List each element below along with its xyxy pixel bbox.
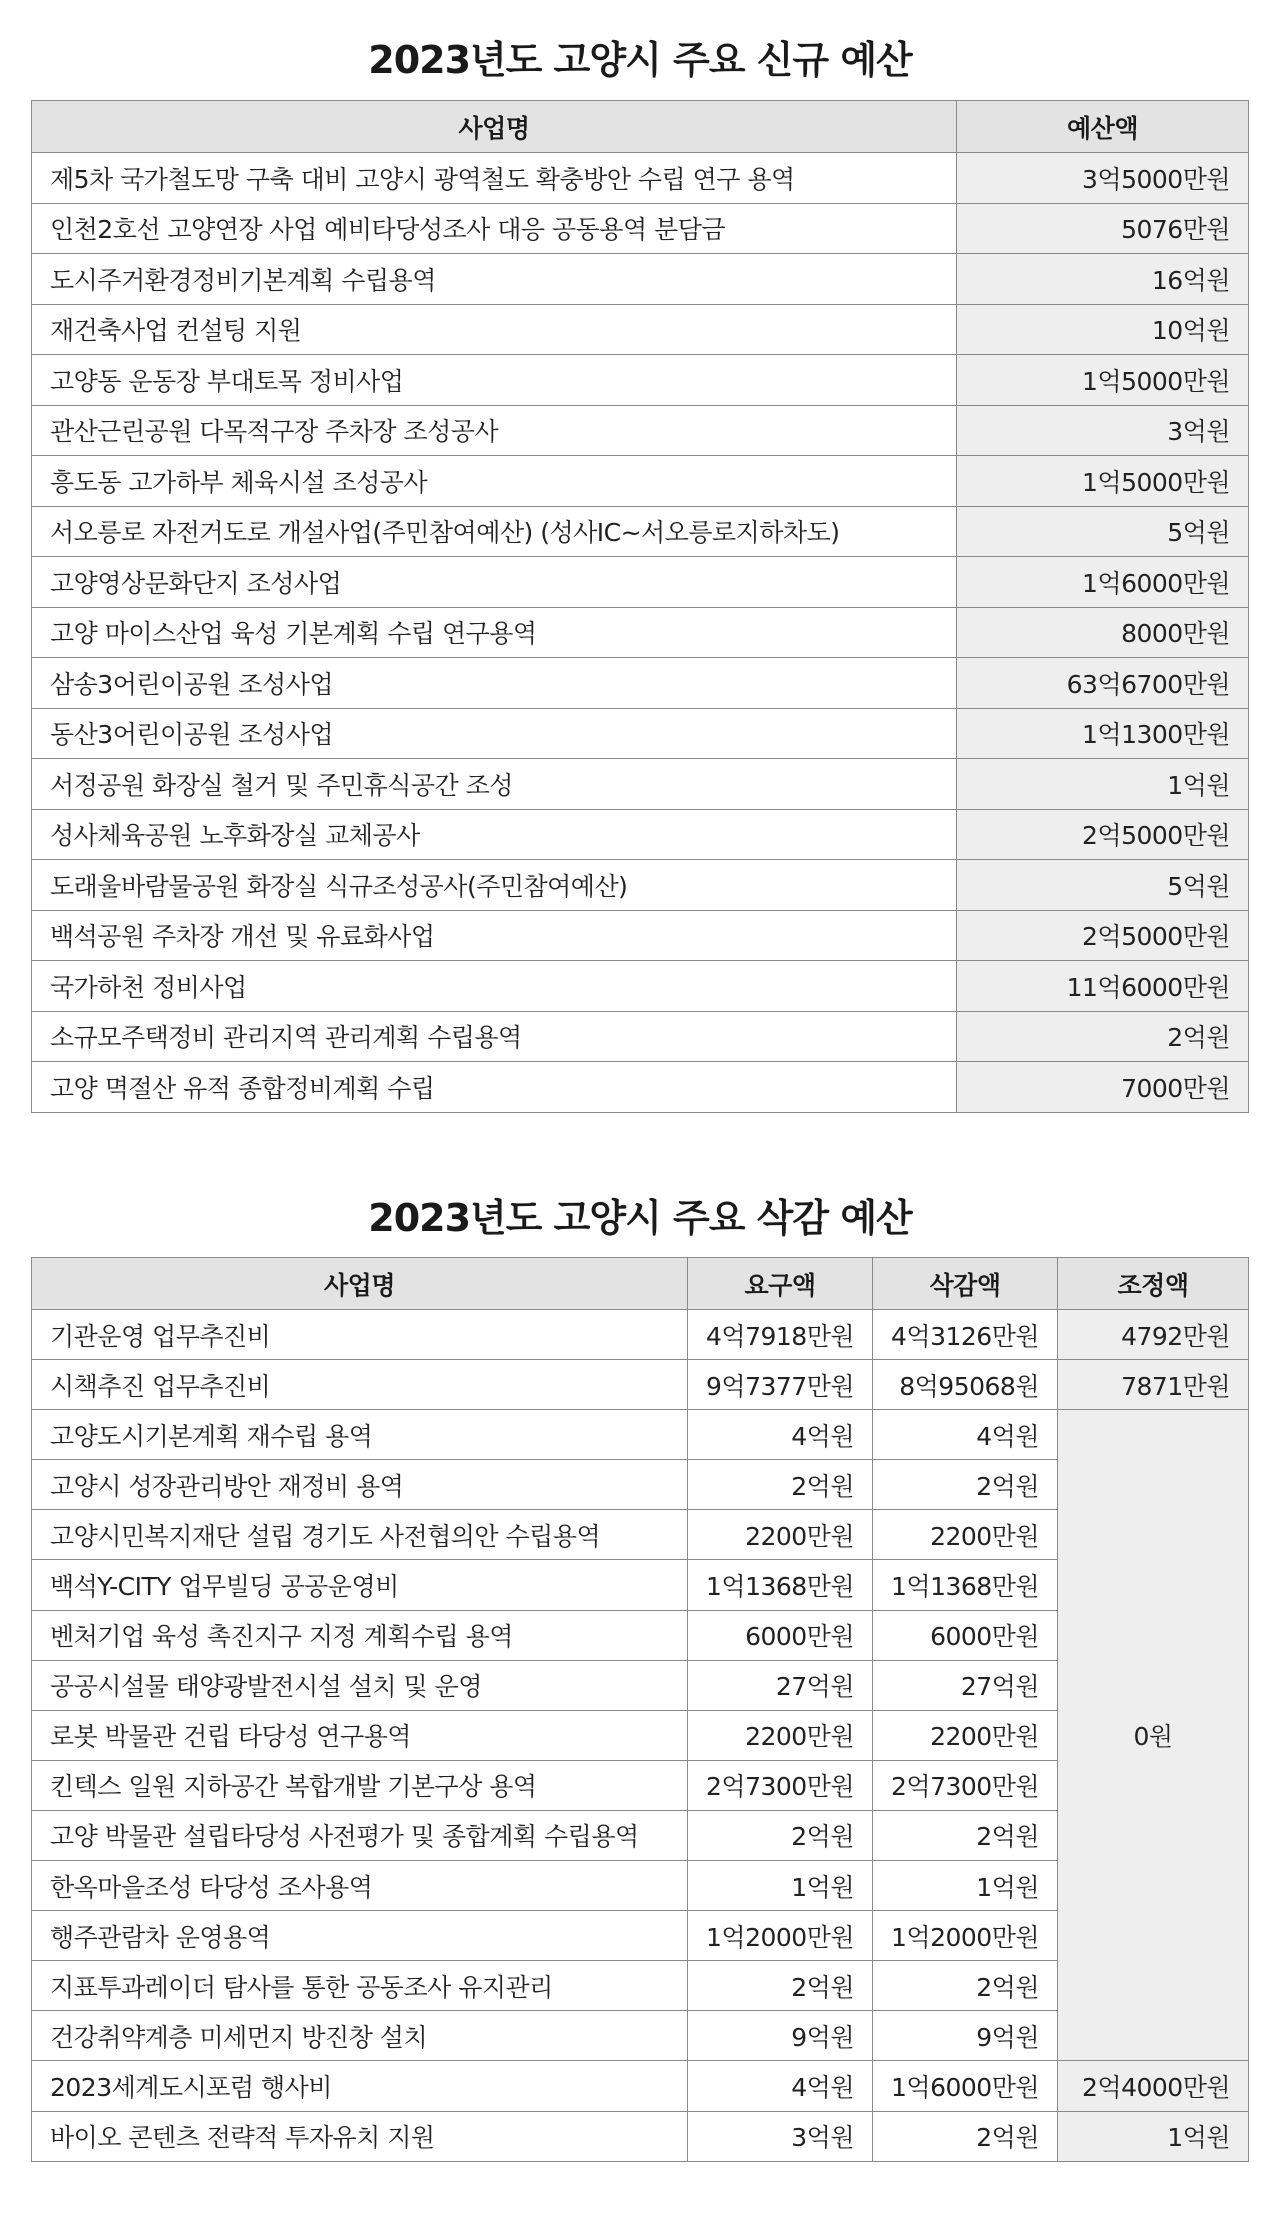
new-budget-table	[31, 100, 1249, 1113]
cut-amount-cell: 1억원	[873, 1861, 1058, 1911]
budget-amount-cell: 3억원	[957, 405, 1249, 456]
requested-amount-cell: 9억원	[688, 2011, 873, 2061]
table-row	[32, 1410, 1249, 1460]
cut-amount-cell: 8억95068원	[873, 1360, 1058, 1410]
table-header-row	[32, 101, 1249, 153]
project-name-cell: 로봇 박물관 건립 타당성 연구용역	[32, 1710, 688, 1760]
requested-amount-cell: 2억7300만원	[688, 1760, 873, 1810]
project-name-cell: 재건축사업 컨설팅 지원	[32, 304, 957, 355]
budget-amount-cell: 1억1300만원	[957, 708, 1249, 759]
table-row	[32, 961, 1249, 1012]
adjusted-amount-cell: 2억4000만원	[1058, 2061, 1249, 2111]
requested-amount-cell: 6000만원	[688, 1610, 873, 1660]
cut-amount-cell: 2억7300만원	[873, 1760, 1058, 1810]
project-name-cell: 시책추진 업무추진비	[32, 1360, 688, 1410]
cut-budget-title: 2023년도 고양시 주요 삭감 예산	[368, 1196, 912, 1240]
project-name-cell: 삼송3어린이공원 조성사업	[32, 658, 957, 709]
budget-amount-cell: 2억5000만원	[957, 809, 1249, 860]
project-name-cell: 관산근린공원 다목적구장 주차장 조성공사	[32, 405, 957, 456]
table-row	[32, 1011, 1249, 1062]
budget-amount-cell: 1억6000만원	[957, 557, 1249, 608]
column-header-requested: 요구액	[688, 1258, 873, 1310]
table-row	[32, 557, 1249, 608]
table-row	[32, 2111, 1249, 2161]
table-row	[32, 658, 1249, 709]
table-row	[32, 2061, 1249, 2111]
requested-amount-cell: 3억원	[688, 2111, 873, 2161]
budget-amount-cell: 8000만원	[957, 607, 1249, 658]
cut-amount-cell: 1억2000만원	[873, 1911, 1058, 1961]
project-name-cell: 고양 마이스산업 육성 기본계획 수립 연구용역	[32, 607, 957, 658]
project-name-cell: 한옥마을조성 타당성 조사용역	[32, 1861, 688, 1911]
table-row	[32, 910, 1249, 961]
project-name-cell: 흥도동 고가하부 체육시설 조성공사	[32, 456, 957, 507]
project-name-cell: 행주관람차 운영용역	[32, 1911, 688, 1961]
cut-amount-cell: 2억원	[873, 2111, 1058, 2161]
budget-amount-cell: 10억원	[957, 304, 1249, 355]
table-row	[32, 809, 1249, 860]
table-row	[32, 153, 1249, 204]
project-name-cell: 공공시설물 태양광발전시설 설치 및 운영	[32, 1660, 688, 1710]
budget-amount-cell: 3억5000만원	[957, 153, 1249, 204]
cut-amount-cell: 4억원	[873, 1410, 1058, 1460]
project-name-cell: 고양 박물관 설립타당성 사전평가 및 종합계획 수립용역	[32, 1810, 688, 1860]
table-row	[32, 355, 1249, 406]
cut-amount-cell: 6000만원	[873, 1610, 1058, 1660]
budget-amount-cell: 1억원	[957, 759, 1249, 810]
table-row	[32, 860, 1249, 911]
project-name-cell: 소규모주택정비 관리지역 관리계획 수립용역	[32, 1011, 957, 1062]
project-name-cell: 도래울바람물공원 화장실 식규조성공사(주민참여예산)	[32, 860, 957, 911]
requested-amount-cell: 2억원	[688, 1961, 873, 2011]
table-row	[32, 456, 1249, 507]
budget-amount-cell: 16억원	[957, 254, 1249, 305]
project-name-cell: 고양영상문화단지 조성사업	[32, 557, 957, 608]
column-header-cut: 삭감액	[873, 1258, 1058, 1310]
project-name-cell: 서오릉로 자전거도로 개설사업(주민참여예산) (성사IC~서오릉로지하차도)	[32, 506, 957, 557]
requested-amount-cell: 4억원	[688, 2061, 873, 2111]
cut-budget-table	[31, 1257, 1249, 2162]
cut-budget-rows	[32, 1310, 1249, 2162]
table-row	[32, 1062, 1249, 1113]
project-name-cell: 지표투과레이더 탐사를 통한 공동조사 유지관리	[32, 1961, 688, 2011]
project-name-cell: 백석Y-CITY 업무빌딩 공공운영비	[32, 1560, 688, 1610]
budget-amount-cell: 1억5000만원	[957, 355, 1249, 406]
project-name-cell: 고양도시기본계획 재수립 용역	[32, 1410, 688, 1460]
table-row	[32, 254, 1249, 305]
project-name-cell: 2023세계도시포럼 행사비	[32, 2061, 688, 2111]
column-header-adjusted: 조정액	[1058, 1258, 1249, 1310]
project-name-cell: 동산3어린이공원 조성사업	[32, 708, 957, 759]
table-header-row	[32, 1258, 1249, 1310]
project-name-cell: 서정공원 화장실 철거 및 주민휴식공간 조성	[32, 759, 957, 810]
project-name-cell: 건강취약계층 미세먼지 방진창 설치	[32, 2011, 688, 2061]
project-name-cell: 고양시민복지재단 설립 경기도 사전협의안 수립용역	[32, 1510, 688, 1560]
cut-amount-cell: 1억1368만원	[873, 1560, 1058, 1610]
cut-amount-cell: 2200만원	[873, 1710, 1058, 1760]
cut-amount-cell: 4억3126만원	[873, 1310, 1058, 1360]
adjusted-amount-merged-cell: 0원	[1058, 1410, 1249, 2061]
project-name-cell: 고양동 운동장 부대토목 정비사업	[32, 355, 957, 406]
requested-amount-cell: 2억원	[688, 1810, 873, 1860]
cut-amount-cell: 2억원	[873, 1961, 1058, 2011]
budget-amount-cell: 1억5000만원	[957, 456, 1249, 507]
new-budget-title: 2023년도 고양시 주요 신규 예산	[368, 38, 912, 82]
table-row	[32, 203, 1249, 254]
budget-amount-cell: 63억6700만원	[957, 658, 1249, 709]
project-name-cell: 기관운영 업무추진비	[32, 1310, 688, 1360]
cut-amount-cell: 9억원	[873, 2011, 1058, 2061]
requested-amount-cell: 2200만원	[688, 1510, 873, 1560]
project-name-cell: 성사체육공원 노후화장실 교체공사	[32, 809, 957, 860]
project-name-cell: 바이오 콘텐츠 전략적 투자유치 지원	[32, 2111, 688, 2161]
budget-amount-cell: 2억5000만원	[957, 910, 1249, 961]
project-name-cell: 킨텍스 일원 지하공간 복합개발 기본구상 용역	[32, 1760, 688, 1810]
cut-amount-cell: 2200만원	[873, 1510, 1058, 1560]
cut-amount-cell: 2억원	[873, 1810, 1058, 1860]
column-header-project: 사업명	[32, 101, 957, 153]
column-header-amount: 예산액	[957, 101, 1249, 153]
project-name-cell: 고양시 성장관리방안 재정비 용역	[32, 1460, 688, 1510]
table-row	[32, 304, 1249, 355]
table-row	[32, 506, 1249, 557]
requested-amount-cell: 4억7918만원	[688, 1310, 873, 1360]
requested-amount-cell: 27억원	[688, 1660, 873, 1710]
column-header-project: 사업명	[32, 1258, 688, 1310]
requested-amount-cell: 1억원	[688, 1861, 873, 1911]
table-row	[32, 1310, 1249, 1360]
new-budget-rows	[32, 153, 1249, 1113]
requested-amount-cell: 4억원	[688, 1410, 873, 1460]
budget-amount-cell: 5억원	[957, 860, 1249, 911]
budget-amount-cell: 11억6000만원	[957, 961, 1249, 1012]
requested-amount-cell: 2억원	[688, 1460, 873, 1510]
table-row	[32, 1360, 1249, 1410]
budget-amount-cell: 2억원	[957, 1011, 1249, 1062]
project-name-cell: 국가하천 정비사업	[32, 961, 957, 1012]
requested-amount-cell: 9억7377만원	[688, 1360, 873, 1410]
requested-amount-cell: 1억1368만원	[688, 1560, 873, 1610]
table-row	[32, 607, 1249, 658]
cut-amount-cell: 1억6000만원	[873, 2061, 1058, 2111]
adjusted-amount-cell: 4792만원	[1058, 1310, 1249, 1360]
budget-amount-cell: 5억원	[957, 506, 1249, 557]
table-row	[32, 759, 1249, 810]
table-row	[32, 405, 1249, 456]
budget-amount-cell: 5076만원	[957, 203, 1249, 254]
requested-amount-cell: 1억2000만원	[688, 1911, 873, 1961]
project-name-cell: 백석공원 주차장 개선 및 유료화사업	[32, 910, 957, 961]
adjusted-amount-cell: 1억원	[1058, 2111, 1249, 2161]
cut-amount-cell: 27억원	[873, 1660, 1058, 1710]
project-name-cell: 도시주거환경정비기본계획 수립용역	[32, 254, 957, 305]
requested-amount-cell: 2200만원	[688, 1710, 873, 1760]
table-row	[32, 708, 1249, 759]
project-name-cell: 벤처기업 육성 촉진지구 지정 계획수립 용역	[32, 1610, 688, 1660]
adjusted-amount-cell: 7871만원	[1058, 1360, 1249, 1410]
budget-amount-cell: 7000만원	[957, 1062, 1249, 1113]
project-name-cell: 고양 멱절산 유적 종합정비계획 수립	[32, 1062, 957, 1113]
project-name-cell: 제5차 국가철도망 구축 대비 고양시 광역철도 확충방안 수립 연구 용역	[32, 153, 957, 204]
project-name-cell: 인천2호선 고양연장 사업 예비타당성조사 대응 공동용역 분담금	[32, 203, 957, 254]
cut-amount-cell: 2억원	[873, 1460, 1058, 1510]
